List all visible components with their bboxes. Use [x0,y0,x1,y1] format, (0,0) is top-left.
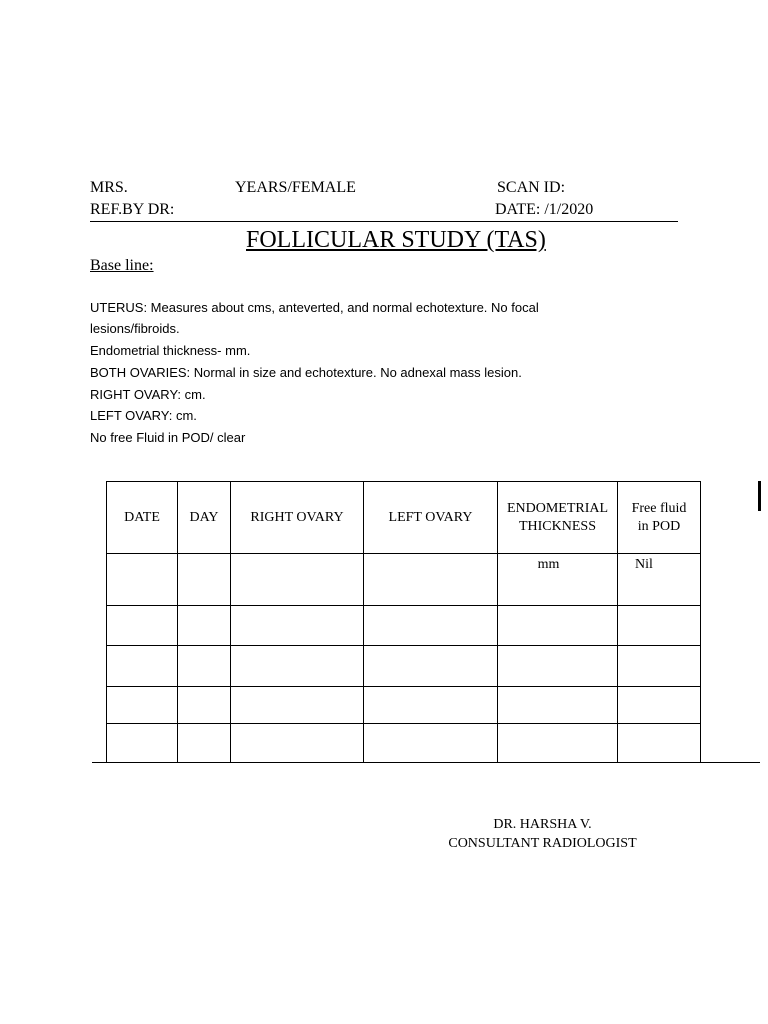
table-row [107,646,701,687]
both-ovaries-finding: BOTH OVARIES: Normal in size and echotexture. No adnexal mass lesion. [90,365,522,380]
column-header-right-ovary: RIGHT OVARY [231,482,364,554]
uterus-finding-cont: lesions/fibroids. [90,321,180,336]
column-header-left-ovary: LEFT OVARY [364,482,498,554]
table-cell[interactable] [364,646,498,687]
table-cell[interactable] [498,646,618,687]
table-cell[interactable] [498,606,618,646]
table-cell[interactable] [498,724,618,763]
right-ovary-finding: RIGHT OVARY: cm. [90,387,206,402]
uterus-finding: UTERUS: Measures about cms, anteverted, and normal echotexture. No focal [90,300,539,315]
table-header-row [107,482,701,554]
table-cell[interactable] [107,724,178,763]
table-row [107,724,701,763]
table-cell[interactable] [618,724,701,763]
referring-doctor-label: REF.BY DR: [90,201,175,218]
table-cell[interactable] [231,646,364,687]
table-cell[interactable] [498,687,618,724]
table-cell[interactable] [178,646,231,687]
table-cell[interactable] [231,724,364,763]
table-bottom-rule [92,762,760,763]
table-cell[interactable] [618,687,701,724]
page-edge-mark [758,481,761,511]
report-title: FOLLICULAR STUDY (TAS) [246,227,546,253]
table-cell[interactable] [107,646,178,687]
endometrial-finding: Endometrial thickness- mm. [90,343,251,358]
age-gender-label: YEARS/FEMALE [235,179,356,196]
table-cell[interactable] [498,554,618,606]
table-cell[interactable] [364,554,498,606]
baseline-heading: Base line: [90,257,154,274]
pod-finding: No free Fluid in POD/ clear [90,430,246,445]
table-cell[interactable] [178,724,231,763]
endometrial-value: mm [537,557,560,572]
header-divider [90,221,678,222]
column-header-day: DAY [178,482,231,554]
table-row [107,606,701,646]
table-cell[interactable] [231,606,364,646]
table-cell[interactable] [178,687,231,724]
table-cell[interactable] [107,606,178,646]
column-header-free-fluid: Free fluid in POD [618,482,701,554]
follicular-study-table [106,481,701,763]
table-cell[interactable] [231,687,364,724]
column-header-endometrial-thickness: ENDOMETRIAL THICKNESS [498,482,618,554]
table-cell[interactable] [618,606,701,646]
table-cell[interactable] [618,646,701,687]
table-cell[interactable] [178,554,231,606]
doctor-name: DR. HARSHA V. [493,817,592,832]
free-fluid-value: Nil [635,557,653,572]
doctor-role: CONSULTANT RADIOLOGIST [448,836,637,851]
column-header-date: DATE [107,482,178,554]
table-row [107,687,701,724]
left-ovary-finding: LEFT OVARY: cm. [90,408,197,423]
scan-id-label: SCAN ID: [497,179,566,196]
table-row [107,554,701,606]
table-cell[interactable] [364,687,498,724]
table-cell[interactable] [107,687,178,724]
table-cell[interactable] [178,606,231,646]
table-cell[interactable] [364,606,498,646]
table-cell[interactable] [364,724,498,763]
table-cell[interactable] [231,554,364,606]
table-cell[interactable] [618,554,701,606]
date-label: DATE: /1/2020 [495,201,594,218]
patient-name-label: MRS. [90,179,128,196]
table-cell[interactable] [107,554,178,606]
